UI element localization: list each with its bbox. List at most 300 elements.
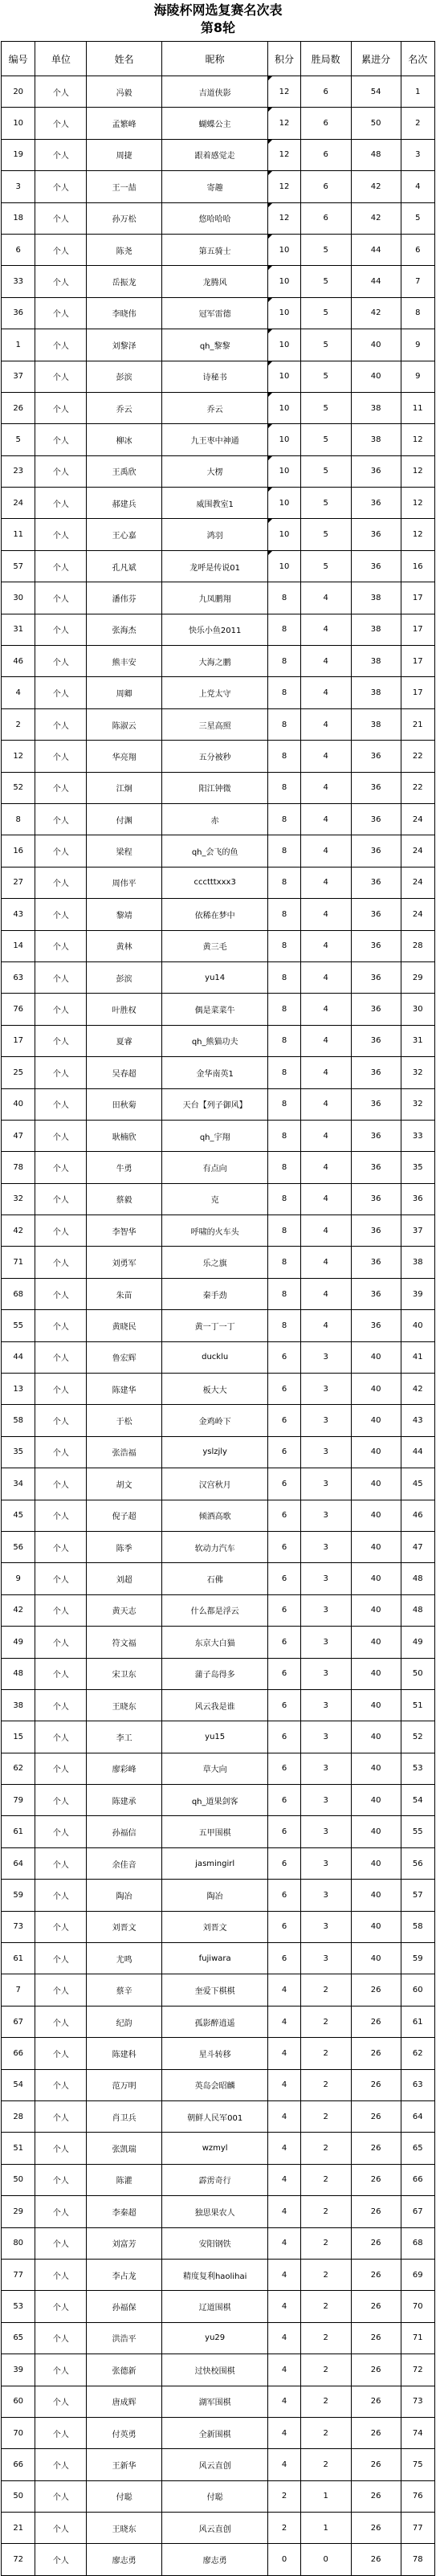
cell-wins: 2 (300, 2259, 351, 2290)
cell-nickname: 石佛 (161, 1563, 268, 1594)
cell-points: 10 (268, 329, 300, 361)
cell-rank: 76 (401, 2480, 434, 2512)
cell-id: 14 (2, 930, 35, 961)
cell-wins: 3 (300, 1341, 351, 1373)
cell-wins: 5 (300, 424, 351, 455)
cell-wins: 6 (300, 171, 351, 202)
cell-id: 60 (2, 2386, 35, 2417)
cell-rank: 35 (401, 1152, 434, 1183)
cell-nickname: 刘晋文 (161, 1911, 268, 1942)
table-row (2, 2006, 435, 2037)
cell-id: 38 (2, 1689, 35, 1721)
cell-nickname: 龙腾风 (161, 266, 268, 297)
cell-name: 柳冰 (87, 424, 161, 455)
table-row (2, 550, 435, 582)
cell-name: 于松 (87, 1405, 161, 1436)
cell-name: 冯毅 (87, 76, 161, 108)
cell-wins: 4 (300, 582, 351, 614)
cell-points: 0 (268, 2544, 300, 2575)
cell-wins: 2 (300, 2196, 351, 2227)
cell-id: 12 (2, 741, 35, 772)
cell-rank: 50 (401, 1658, 434, 1689)
cell-total: 40 (351, 329, 401, 361)
cell-rank: 44 (401, 1436, 434, 1468)
cell-rank: 60 (401, 1974, 434, 2006)
cell-name: 陈灌 (87, 2164, 161, 2195)
cell-id: 51 (2, 2133, 35, 2164)
cell-wins: 6 (300, 76, 351, 108)
cell-rank: 47 (401, 1531, 434, 1562)
table-row (2, 329, 435, 361)
cell-total: 36 (351, 1183, 401, 1215)
cell-unit: 个人 (35, 171, 87, 202)
cell-name: 田秋菊 (87, 1088, 161, 1120)
cell-id: 49 (2, 1627, 35, 1658)
cell-id: 66 (2, 2449, 35, 2480)
cell-name: 刘超 (87, 1563, 161, 1594)
cell-id: 56 (2, 1531, 35, 1562)
cell-rank: 46 (401, 1500, 434, 1531)
cell-id: 53 (2, 2291, 35, 2322)
cell-unit: 个人 (35, 803, 87, 835)
cell-unit: 个人 (35, 1847, 87, 1879)
table-row (2, 2480, 435, 2512)
cell-total: 50 (351, 108, 401, 139)
cell-nickname: 悠哈哈哈 (161, 202, 268, 234)
cell-name: 付英勇 (87, 2417, 161, 2448)
cell-unit: 个人 (35, 1310, 87, 1341)
cell-rank: 66 (401, 2164, 434, 2195)
table-row (2, 899, 435, 930)
cell-points: 12 (268, 76, 300, 108)
cell-nickname: 风云直创 (161, 2449, 268, 2480)
cell-id: 40 (2, 1088, 35, 1120)
table-row (2, 930, 435, 961)
cell-total: 40 (351, 1374, 401, 1405)
cell-total: 40 (351, 1405, 401, 1436)
cell-rank: 7 (401, 266, 434, 297)
cell-nickname: yu14 (161, 961, 268, 993)
cell-nickname: jasmingirl (161, 1847, 268, 1879)
cell-unit: 个人 (35, 1658, 87, 1689)
cell-wins: 3 (300, 1563, 351, 1594)
cell-wins: 5 (300, 488, 351, 519)
table-row (2, 835, 435, 867)
cell-total: 40 (351, 1753, 401, 1784)
cell-points: 6 (268, 1531, 300, 1562)
cell-total: 26 (351, 2164, 401, 2195)
cell-id: 77 (2, 2259, 35, 2290)
cell-unit: 个人 (35, 1753, 87, 1784)
cell-total: 36 (351, 550, 401, 582)
cell-unit: 个人 (35, 1816, 87, 1847)
table-row (2, 488, 435, 519)
cell-rank: 48 (401, 1563, 434, 1594)
cell-nickname: 大海之鹏 (161, 646, 268, 677)
cell-name: 王新华 (87, 2449, 161, 2480)
table-row (2, 1880, 435, 1911)
table-row (2, 2386, 435, 2417)
cell-rank: 67 (401, 2196, 434, 2227)
cell-unit: 个人 (35, 108, 87, 139)
cell-points: 8 (268, 1247, 300, 1278)
cell-nickname: 诗秘书 (161, 361, 268, 392)
cell-id: 27 (2, 867, 35, 898)
cell-unit: 个人 (35, 202, 87, 234)
cell-total: 40 (351, 1880, 401, 1911)
table-row (2, 1468, 435, 1500)
cell-wins: 5 (300, 266, 351, 297)
cell-id: 61 (2, 1816, 35, 1847)
cell-unit: 个人 (35, 1405, 87, 1436)
cell-total: 40 (351, 1436, 401, 1468)
cell-total: 26 (351, 2480, 401, 2512)
cell-total: 36 (351, 961, 401, 993)
cell-rank: 5 (401, 202, 434, 234)
cell-rank: 4 (401, 171, 434, 202)
cell-id: 18 (2, 202, 35, 234)
cell-id: 66 (2, 2038, 35, 2069)
cell-id: 37 (2, 361, 35, 392)
cell-id: 1 (2, 329, 35, 361)
table-row (2, 2227, 435, 2259)
cell-points: 10 (268, 392, 300, 423)
table-row (2, 455, 435, 487)
cell-id: 20 (2, 76, 35, 108)
cell-wins: 4 (300, 899, 351, 930)
cell-wins: 3 (300, 1405, 351, 1436)
cell-nickname: 东京大白猫 (161, 1627, 268, 1658)
cell-unit: 个人 (35, 2480, 87, 2512)
cell-total: 40 (351, 1943, 401, 1974)
table-row (2, 582, 435, 614)
cell-total: 40 (351, 1721, 401, 1753)
cell-wins: 4 (300, 772, 351, 803)
cell-rank: 24 (401, 867, 434, 898)
cell-name: 彭滨 (87, 961, 161, 993)
cell-unit: 个人 (35, 1183, 87, 1215)
cell-id: 21 (2, 2513, 35, 2544)
cell-unit: 个人 (35, 2544, 87, 2575)
cell-total: 26 (351, 2038, 401, 2069)
table-row (2, 171, 435, 202)
cell-name: 洪浩平 (87, 2322, 161, 2354)
cell-wins: 3 (300, 1594, 351, 1626)
cell-unit: 个人 (35, 994, 87, 1025)
cell-nickname: 秦手劲 (161, 1278, 268, 1309)
cell-rank: 22 (401, 741, 434, 772)
cell-nickname: ccctttxxx3 (161, 867, 268, 898)
table-row (2, 234, 435, 265)
cell-name: 乔云 (87, 392, 161, 423)
cell-rank: 70 (401, 2291, 434, 2322)
cell-points: 4 (268, 2196, 300, 2227)
table-row (2, 646, 435, 677)
cell-unit: 个人 (35, 1974, 87, 2006)
cell-rank: 3 (401, 139, 434, 170)
cell-points: 8 (268, 1120, 300, 1151)
cell-total: 36 (351, 803, 401, 835)
cell-nickname: 有点向 (161, 1152, 268, 1183)
cell-points: 10 (268, 234, 300, 265)
cell-nickname: 倾酒高歌 (161, 1500, 268, 1531)
cell-total: 36 (351, 1310, 401, 1341)
cell-points: 8 (268, 1310, 300, 1341)
table-row (2, 1847, 435, 1879)
cell-total: 26 (351, 2069, 401, 2100)
cell-nickname: 过快校围棋 (161, 2354, 268, 2386)
cell-rank: 54 (401, 1785, 434, 1816)
cell-wins: 5 (300, 234, 351, 265)
cell-unit: 个人 (35, 1247, 87, 1278)
cell-unit: 个人 (35, 519, 87, 550)
cell-name: 王心嘉 (87, 519, 161, 550)
cell-name: 刘晋文 (87, 1911, 161, 1942)
cell-id: 3 (2, 171, 35, 202)
cell-unit: 个人 (35, 297, 87, 329)
cell-nickname: fujiwara (161, 1943, 268, 1974)
cell-points: 8 (268, 677, 300, 708)
cell-unit: 个人 (35, 1563, 87, 1594)
cell-unit: 个人 (35, 2386, 87, 2417)
cell-id: 50 (2, 2480, 35, 2512)
cell-rank: 32 (401, 1057, 434, 1088)
cell-name: 牛勇 (87, 1152, 161, 1183)
cell-wins: 0 (300, 2544, 351, 2575)
cell-rank: 1 (401, 76, 434, 108)
cell-unit: 个人 (35, 1057, 87, 1088)
cell-name: 陈淑云 (87, 708, 161, 740)
cell-total: 26 (351, 2196, 401, 2227)
cell-unit: 个人 (35, 1374, 87, 1405)
cell-nickname: 黄一丁一丁 (161, 1310, 268, 1341)
cell-total: 42 (351, 202, 401, 234)
cell-wins: 4 (300, 803, 351, 835)
cell-name: 黄晓民 (87, 1310, 161, 1341)
cell-id: 43 (2, 899, 35, 930)
cell-id: 36 (2, 297, 35, 329)
cell-wins: 2 (300, 2449, 351, 2480)
cell-unit: 个人 (35, 1594, 87, 1626)
cell-name: 耿楠欣 (87, 1120, 161, 1151)
cell-nickname: 乐之旗 (161, 1247, 268, 1278)
table-row (2, 108, 435, 139)
cell-rank: 36 (401, 1183, 434, 1215)
cell-name: 孙万松 (87, 202, 161, 234)
cell-total: 40 (351, 1468, 401, 1500)
cell-unit: 个人 (35, 76, 87, 108)
cell-rank: 17 (401, 582, 434, 614)
cell-nickname: 克 (161, 1183, 268, 1215)
cell-name: 陈建华 (87, 1374, 161, 1405)
cell-wins: 4 (300, 1310, 351, 1341)
cell-id: 62 (2, 1753, 35, 1784)
cell-wins: 3 (300, 1785, 351, 1816)
cell-wins: 3 (300, 1658, 351, 1689)
cell-name: 范万明 (87, 2069, 161, 2100)
cell-id: 6 (2, 234, 35, 265)
cell-nickname: 付聪 (161, 2480, 268, 2512)
cell-unit: 个人 (35, 1215, 87, 1247)
cell-nickname: wzmyl (161, 2133, 268, 2164)
cell-points: 6 (268, 1847, 300, 1879)
cell-id: 54 (2, 2069, 35, 2100)
cell-total: 40 (351, 1911, 401, 1942)
cell-nickname: 五甲围棋 (161, 1816, 268, 1847)
cell-points: 12 (268, 171, 300, 202)
cell-unit: 个人 (35, 2322, 87, 2354)
cell-unit: 个人 (35, 835, 87, 867)
cell-total: 38 (351, 708, 401, 740)
cell-rank: 28 (401, 930, 434, 961)
cell-rank: 9 (401, 361, 434, 392)
cell-nickname: 阳江钟微 (161, 772, 268, 803)
cell-nickname: 依稀在梦中 (161, 899, 268, 930)
cell-total: 36 (351, 1247, 401, 1278)
cell-rank: 57 (401, 1880, 434, 1911)
cell-name: 胡文 (87, 1468, 161, 1500)
cell-name: 刘勇军 (87, 1247, 161, 1278)
cell-wins: 2 (300, 2417, 351, 2448)
cell-wins: 3 (300, 1753, 351, 1784)
cell-id: 4 (2, 677, 35, 708)
table-row (2, 361, 435, 392)
cell-id: 10 (2, 108, 35, 139)
table-row (2, 2259, 435, 2290)
cell-nickname: yslzjly (161, 1436, 268, 1468)
cell-name: 李智华 (87, 1215, 161, 1247)
cell-nickname: 九凤鹏翔 (161, 582, 268, 614)
cell-id: 46 (2, 646, 35, 677)
cell-id: 23 (2, 455, 35, 487)
cell-rank: 2 (401, 108, 434, 139)
cell-total: 36 (351, 867, 401, 898)
cell-total: 38 (351, 424, 401, 455)
cell-name: 吴春超 (87, 1057, 161, 1088)
cell-points: 4 (268, 2417, 300, 2448)
cell-total: 40 (351, 1341, 401, 1373)
cell-unit: 个人 (35, 2259, 87, 2290)
col-header-id: 编号 (2, 42, 35, 76)
cell-id: 28 (2, 2101, 35, 2133)
cell-wins: 6 (300, 202, 351, 234)
cell-nickname: 五分被秒 (161, 741, 268, 772)
cell-wins: 3 (300, 1721, 351, 1753)
cell-unit: 个人 (35, 2133, 87, 2164)
cell-wins: 4 (300, 741, 351, 772)
cell-rank: 59 (401, 1943, 434, 1974)
cell-wins: 4 (300, 1120, 351, 1151)
cell-total: 36 (351, 488, 401, 519)
cell-total: 26 (351, 2417, 401, 2448)
table-row (2, 1974, 435, 2006)
table-row (2, 139, 435, 170)
cell-name: 熊丰安 (87, 646, 161, 677)
cell-name: 孟繁峰 (87, 108, 161, 139)
table-row (2, 1183, 435, 1215)
cell-wins: 4 (300, 867, 351, 898)
cell-unit: 个人 (35, 1943, 87, 1974)
cell-wins: 2 (300, 2101, 351, 2133)
cell-points: 10 (268, 488, 300, 519)
cell-points: 8 (268, 708, 300, 740)
cell-points: 2 (268, 2480, 300, 2512)
cell-nickname: 孤影醉逍遥 (161, 2006, 268, 2037)
page-subtitle: 第8轮 (200, 20, 236, 35)
cell-nickname: yu15 (161, 1721, 268, 1753)
cell-name: 王晓东 (87, 1689, 161, 1721)
cell-id: 13 (2, 1374, 35, 1405)
cell-points: 4 (268, 2101, 300, 2133)
cell-wins: 2 (300, 2069, 351, 2100)
cell-rank: 71 (401, 2322, 434, 2354)
cell-unit: 个人 (35, 1627, 87, 1658)
cell-total: 44 (351, 234, 401, 265)
cell-wins: 4 (300, 1088, 351, 1120)
table-row (2, 2069, 435, 2100)
cell-points: 6 (268, 1627, 300, 1658)
cell-name: 李占龙 (87, 2259, 161, 2290)
cell-name: 陈季 (87, 1531, 161, 1562)
cell-unit: 个人 (35, 1088, 87, 1120)
table-row (2, 519, 435, 550)
cell-nickname: 冠军雷德 (161, 297, 268, 329)
cell-unit: 个人 (35, 266, 87, 297)
cell-total: 36 (351, 1088, 401, 1120)
cell-points: 6 (268, 1943, 300, 1974)
cell-nickname: 三星高照 (161, 708, 268, 740)
cell-nickname: 跟着感觉走 (161, 139, 268, 170)
cell-nickname: 黄三毛 (161, 930, 268, 961)
cell-points: 2 (268, 2513, 300, 2544)
cell-name: 倪子超 (87, 1500, 161, 1531)
cell-nickname: yu29 (161, 2322, 268, 2354)
cell-rank: 31 (401, 1025, 434, 1056)
cell-points: 6 (268, 1563, 300, 1594)
cell-unit: 个人 (35, 2196, 87, 2227)
cell-id: 59 (2, 1880, 35, 1911)
cell-name: 华亮翔 (87, 741, 161, 772)
cell-rank: 11 (401, 392, 434, 423)
cell-total: 26 (351, 2259, 401, 2290)
cell-points: 6 (268, 1816, 300, 1847)
cell-unit: 个人 (35, 2069, 87, 2100)
table-row (2, 297, 435, 329)
cell-nickname: 霹雳奇行 (161, 2164, 268, 2195)
table-body (2, 76, 435, 2576)
cell-wins: 4 (300, 708, 351, 740)
cell-rank: 24 (401, 899, 434, 930)
cell-total: 26 (351, 2227, 401, 2259)
cell-id: 64 (2, 1847, 35, 1879)
cell-points: 4 (268, 2354, 300, 2386)
cell-points: 4 (268, 2069, 300, 2100)
cell-points: 8 (268, 961, 300, 993)
cell-total: 36 (351, 741, 401, 772)
table-row (2, 2164, 435, 2195)
cell-points: 6 (268, 1911, 300, 1942)
cell-points: 6 (268, 1785, 300, 1816)
cell-name: 朱苗 (87, 1278, 161, 1309)
cell-points: 8 (268, 772, 300, 803)
cell-total: 42 (351, 297, 401, 329)
cell-unit: 个人 (35, 867, 87, 898)
cell-wins: 2 (300, 2291, 351, 2322)
cell-total: 26 (351, 2133, 401, 2164)
cell-rank: 51 (401, 1689, 434, 1721)
cell-id: 16 (2, 835, 35, 867)
cell-wins: 2 (300, 2386, 351, 2417)
